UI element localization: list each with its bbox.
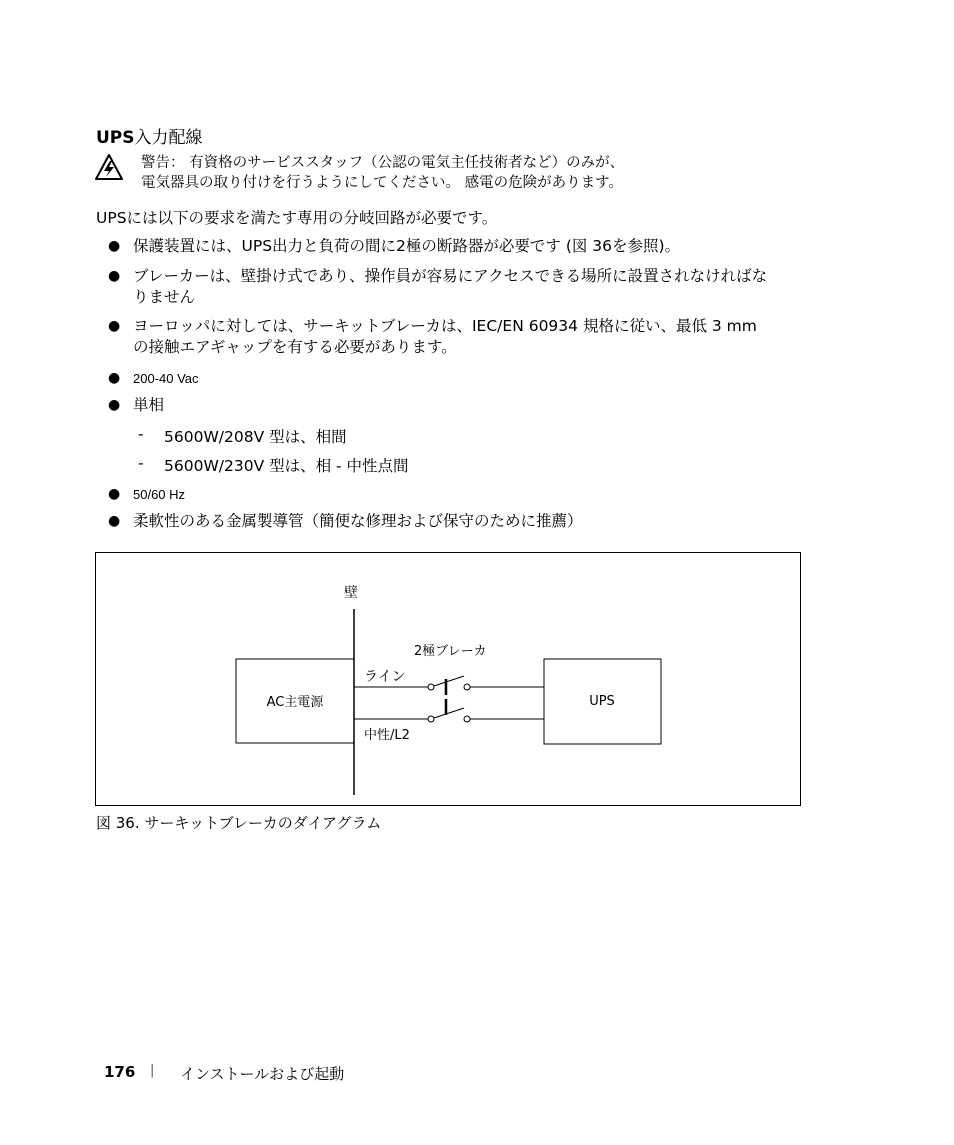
warning-text	[141, 153, 624, 193]
wall-label: 壁	[344, 585, 358, 601]
sub-list-item-text: 5600W/230V 型は、相 - 中性点間	[164, 457, 409, 475]
line-switch-blade	[434, 676, 464, 686]
circuit-breaker-diagram	[96, 553, 800, 805]
bullet-dot: ●	[108, 486, 121, 502]
list-item-text	[133, 266, 767, 308]
line-contact-left	[428, 684, 434, 690]
sub-bullet-dash: -	[138, 454, 144, 472]
list-item-text: 単相	[133, 396, 165, 414]
list-item-text	[133, 316, 757, 358]
diagram-frame	[95, 552, 801, 806]
footer-separator: |	[150, 1063, 155, 1078]
bullet-dot: ●	[108, 238, 121, 254]
bullet-dot: ●	[108, 397, 121, 413]
neutral-switch-blade	[434, 708, 464, 718]
line-label: ライン	[364, 669, 406, 685]
page-number: 176	[104, 1063, 136, 1081]
bullet-dot: ●	[108, 268, 121, 284]
neutral-label: 中性/L2	[364, 728, 410, 743]
list-item-text: 200-40 Vac	[133, 371, 199, 386]
section-heading-rest: 入力配線	[134, 128, 203, 148]
warning-line-1: 警告： 有資格のサービススタッフ（公認の電気主任技術者など）のみが、	[141, 155, 625, 171]
electrical-hazard-warning-icon	[94, 153, 124, 181]
list-item-line-2: の接触エアギャップを有する必要があります。	[133, 338, 457, 356]
line-contact-right	[464, 684, 470, 690]
neutral-contact-left	[428, 716, 434, 722]
intro-paragraph: UPSには以下の要求を満たす専用の分岐回路が必要です。	[96, 209, 498, 227]
breaker-label: 2極ブレーカ	[414, 644, 487, 659]
bullet-dot: ●	[108, 513, 121, 529]
list-item-line-1: ヨーロッパに対しては、サーキットブレーカは、IEC/EN 60934 規格に従い、最低 3 mm	[133, 317, 757, 335]
sub-bullet-dash: -	[138, 425, 144, 443]
warning-line-2: 電気器具の取り付けを行うようにしてください。 感電の危険があります。	[141, 175, 623, 191]
list-item-text: 柔軟性のある金属製導管（簡便な修理および保守のために推薦）	[133, 512, 583, 530]
section-heading	[96, 123, 203, 148]
list-item-text: 50/60 Hz	[133, 487, 186, 502]
ac-mains-label: AC主電源	[266, 695, 324, 710]
footer-chapter-title: インストールおよび起動	[180, 1065, 345, 1083]
bullet-dot: ●	[108, 370, 121, 386]
list-item-line-1: ブレーカーは、壁掛け式であり、操作員が容易にアクセスできる場所に設置されなければな	[133, 267, 768, 285]
figure-caption: 図 36. サーキットブレーカのダイアグラム	[96, 814, 382, 832]
neutral-contact-right	[464, 716, 470, 722]
sub-list-item-text: 5600W/208V 型は、相間	[164, 428, 347, 446]
bullet-dot: ●	[108, 318, 121, 334]
list-item-text: 保護装置には、UPS出力と負荷の間に2極の断路器が必要です (図 36を参照)。	[133, 237, 681, 255]
list-item-line-2: りません	[133, 288, 196, 306]
ups-label: UPS	[589, 694, 615, 709]
section-heading-bold: UPS	[96, 128, 135, 148]
